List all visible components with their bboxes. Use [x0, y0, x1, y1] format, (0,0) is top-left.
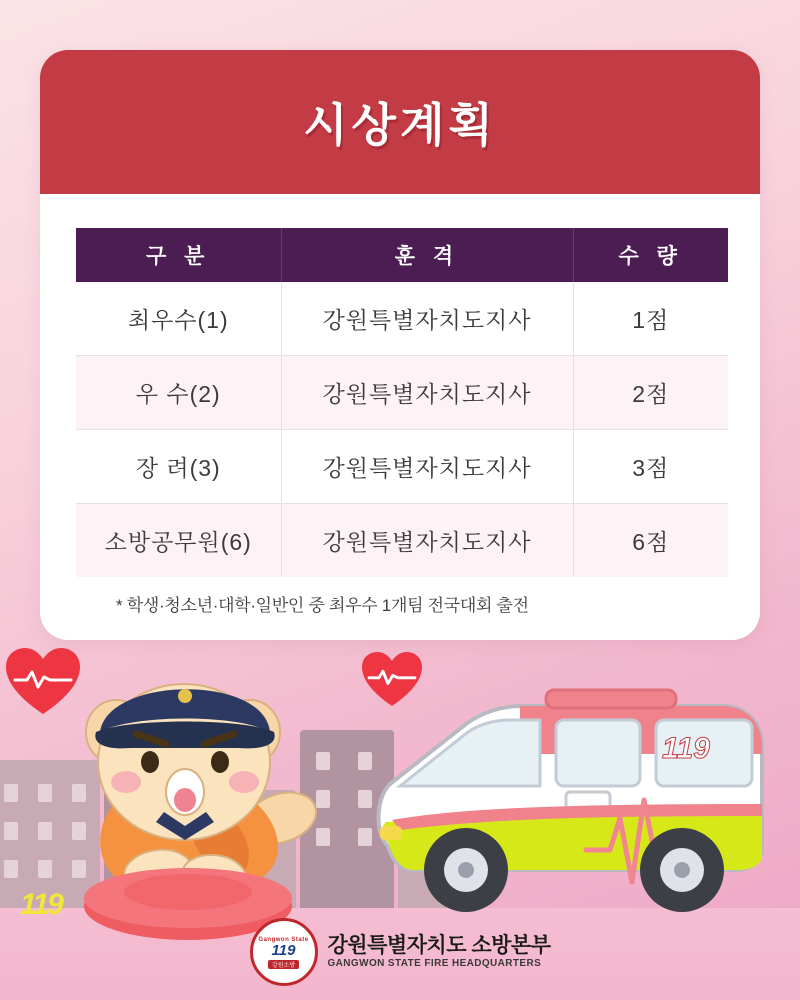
fire-hq-emblem-icon [250, 918, 318, 986]
cell-quantity: 3점 [573, 430, 728, 504]
cell-honor: 강원특별자치도지사 [281, 504, 573, 578]
cell-honor: 강원특별자치도지사 [281, 356, 573, 430]
cell-quantity: 6점 [573, 504, 728, 578]
cell-division: 최우수(1) [76, 282, 281, 356]
award-table [76, 228, 728, 577]
table-row [76, 430, 728, 504]
footer-org-text [328, 934, 551, 970]
ambulance-illustration [370, 650, 790, 940]
page-title: 시상계획 [303, 99, 497, 151]
emblem-bottom-text: 강원소방 [268, 960, 299, 969]
column-header-quantity: 수 량 [573, 228, 728, 282]
footer-org-en: GANGWON STATE FIRE HEADQUARTERS [327, 958, 542, 970]
cell-honor: 강원특별자치도지사 [281, 282, 573, 356]
footer-org-kr: 강원특별자치도 소방본부 [327, 934, 551, 958]
column-header-division: 구 분 [76, 228, 281, 282]
table-container [40, 194, 760, 616]
footer-logo [0, 918, 800, 986]
table-row [76, 504, 728, 578]
mascot-character [38, 640, 338, 940]
cell-honor: 강원특별자치도지사 [281, 430, 573, 504]
cell-division: 우 수(2) [76, 356, 281, 430]
card-header [40, 50, 760, 194]
table-row [76, 282, 728, 356]
emblem-119-text: 119 [271, 942, 296, 959]
cell-quantity: 1점 [573, 282, 728, 356]
award-plan-card [40, 50, 760, 640]
emblem-top-text: Gangwon State [258, 937, 309, 943]
ambulance-119-text: 119 [662, 732, 710, 765]
cell-division: 장 려(3) [76, 430, 281, 504]
column-header-honor: 훈 격 [281, 228, 573, 282]
cell-division: 소방공무원(6) [76, 504, 281, 578]
ground-119-mark: 119 [20, 888, 62, 921]
table-row [76, 356, 728, 430]
cell-quantity: 2점 [573, 356, 728, 430]
footnote-text: * 학생·청소년·대학·일반인 중 최우수 1개팀 전국대회 출전 [116, 596, 529, 615]
table-header-row [76, 228, 728, 282]
